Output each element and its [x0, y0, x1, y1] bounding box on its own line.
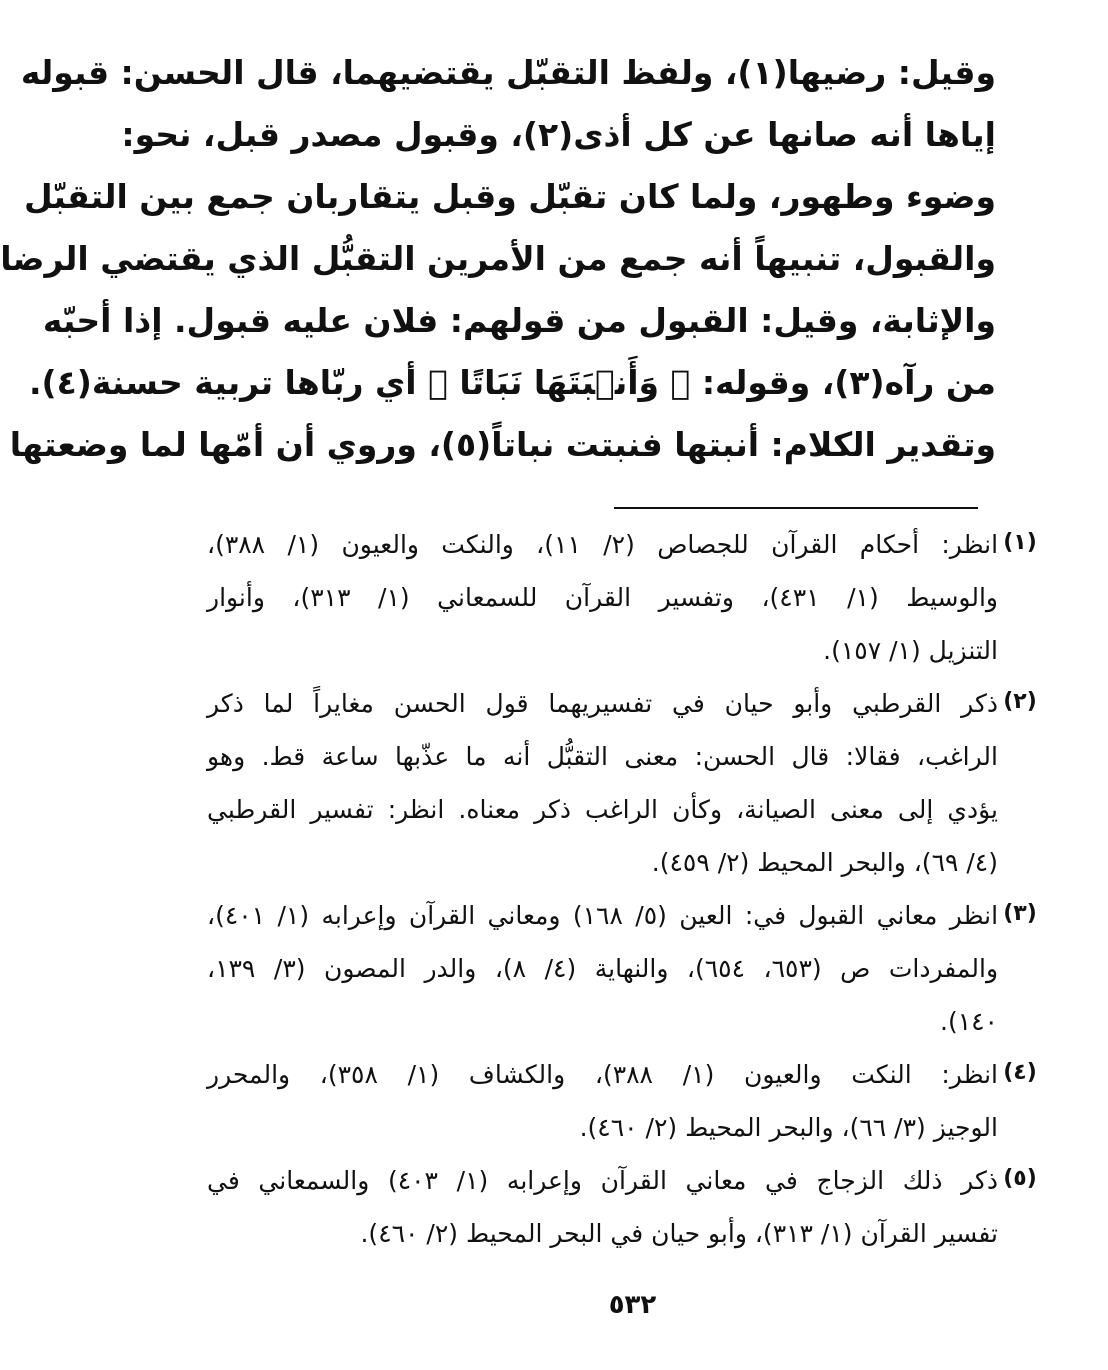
footnote-line: التنزيل (١/ ١٥٧). [823, 636, 998, 665]
footnote-5 [207, 1154, 1037, 1260]
footnote-line: انظر معاني القبول في: العين (٥/ ١٦٨) ومعاني القرآن وإعرابه (١/ ٤٠١)، [207, 901, 999, 930]
footnote-line: ١٤٠). [940, 1007, 998, 1036]
footnote-4 [207, 1048, 1037, 1154]
footnote-line: والوسيط (١/ ٤٣١)، وتفسير القرآن للسمعاني (١/ ٣١٣)، وأنوار [207, 583, 998, 612]
main-text-line: إياها أنه صانها عن كل أذى(٢)، وقبول مصدر قبل، نحو: [121, 115, 996, 154]
footnote-number: (٥) [1003, 1166, 1037, 1191]
footnote-line: ذكر ذلك الزجاج في معاني القرآن وإعرابه (١/ ٤٠٣) والسمعاني في [207, 1166, 998, 1195]
footnote-1 [207, 518, 1037, 677]
main-text-line: والإثابة، وقيل: القبول من قولهم: فلان عليه قبول. إذا أحبّه [42, 301, 996, 340]
footnote-number: (٣) [1003, 901, 1037, 926]
footnote-line: انظر: النكت والعيون (١/ ٣٨٨)، والكشاف (١/ ٣٥٨)، والمحرر [207, 1060, 998, 1089]
footnote-3 [207, 889, 1037, 1048]
footnote-line: والمفردات ص (٦٥٣، ٦٥٤)، والنهاية (٤/ ٨)، والدر المصون (٣/ ١٣٩، [207, 954, 999, 983]
footnote-line: الوجيز (٣/ ٦٦)، والبحر المحيط (٢/ ٤٦٠). [579, 1113, 998, 1142]
footnotes [207, 518, 1037, 1260]
main-text-line: وقيل: رضيها(١)، ولفظ التقبّل يقتضيهما، قال الحسن: قبوله [20, 53, 996, 92]
footnote-line: (٤/ ٦٩)، والبحر المحيط (٢/ ٤٥٩). [651, 848, 998, 877]
main-text-line: وضوء وطهور، ولما كان تقبّل وقبل يتقاربان جمع بين التقبّل [23, 177, 996, 216]
main-text-line: من رآه(٣)، وقوله: ﴿ وَأَنۢبَتَهَا نَبَاتًا ﴾ أي ربّاها تربية حسنة(٤). [29, 363, 996, 402]
footnote-line: انظر: أحكام القرآن للجصاص (٢/ ١١)، والنكت والعيون (١/ ٣٨٨)، [207, 530, 999, 559]
footnote-2 [207, 677, 1037, 889]
footnote-line: يؤدي إلى معنى الصيانة، وكأن الراغب ذكر معناه. انظر: تفسير القرطبي [207, 795, 998, 824]
page-number: ٥٣٢ [608, 1290, 657, 1320]
footnote-number: (٢) [1003, 689, 1037, 714]
footnote-separator [614, 507, 978, 509]
footnote-number: (١) [1003, 530, 1037, 555]
main-text-line: والقبول، تنبيهاً أنه جمع من الأمرين التقبُّل الذي يقتضي الرضا [0, 239, 996, 278]
footnote-line: الراغب، فقالا: قال الحسن: معنى التقبُّل أنه ما عذّبها ساعة قط. وهو [207, 742, 998, 771]
footnote-line: ذكر القرطبي وأبو حيان في تفسيريهما قول الحسن مغايراً لما ذكر [207, 689, 998, 718]
footnote-number: (٤) [1003, 1060, 1037, 1085]
footnote-line: تفسير القرآن (١/ ٣١٣)، وأبو حيان في البحر المحيط (٢/ ٤٦٠). [360, 1219, 998, 1248]
main-text-line: وتقدير الكلام: أنبتها فنبتت نباتاً(٥)، وروي أن أمّها لما وضعتها [9, 425, 996, 464]
main-text [0, 42, 996, 476]
